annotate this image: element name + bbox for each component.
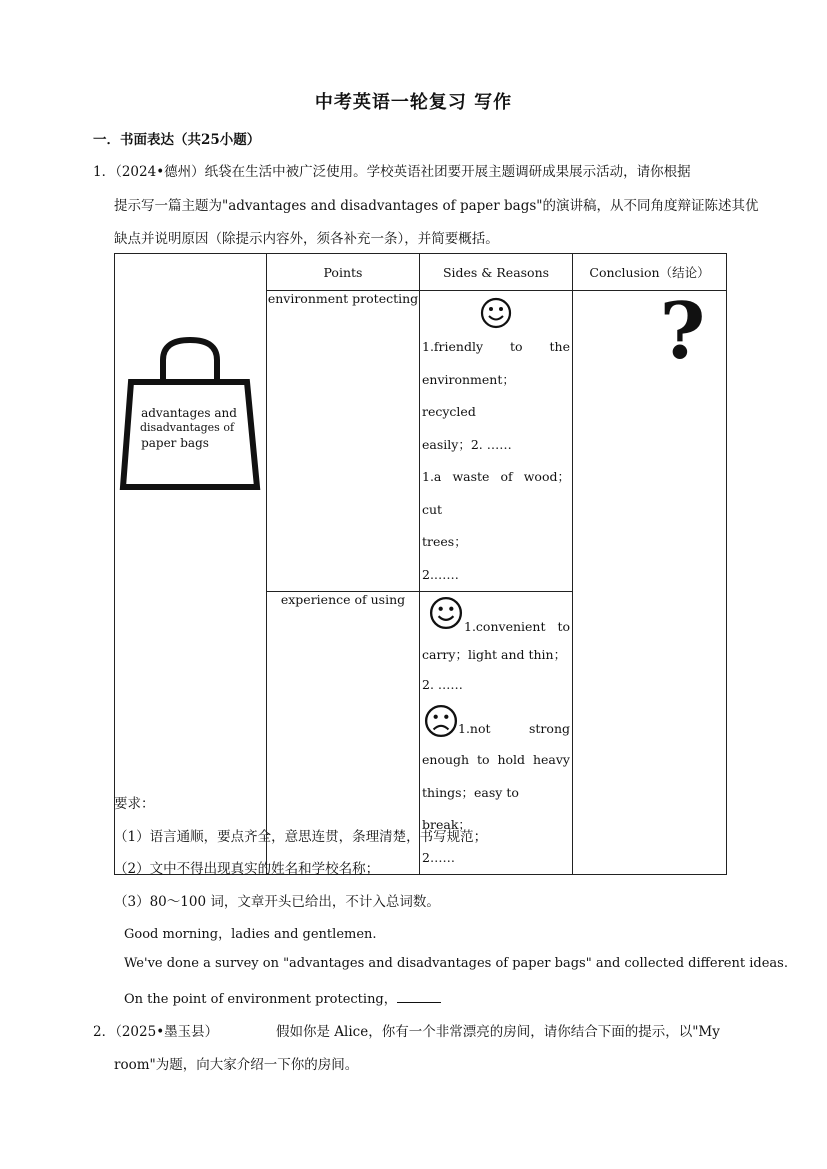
answer-blank[interactable] — [397, 990, 441, 1003]
bag-image-cell — [115, 254, 267, 875]
question-2-line-2: room"为题，向大家介绍一下你的房间。 — [114, 1057, 359, 1073]
essay-line-3-text: On the point of environment protecting， — [124, 992, 397, 1007]
reason-line: things；easy to break； — [422, 784, 519, 832]
requirement-item: （3）80～100 词，文章开头已给出，不计入总词数。 — [114, 894, 440, 910]
smiley-face-icon — [480, 297, 512, 329]
reason-line: 2…… — [422, 849, 455, 865]
reasons-environment-cell — [420, 291, 573, 592]
bag-label-line-2: disadvantages of — [139, 421, 235, 434]
reason-line: 1.a waste of wood； cut — [422, 469, 570, 517]
reason-line: easily；2. …… — [422, 436, 512, 452]
smiley-face-icon — [429, 596, 463, 630]
reason-line: environment； recycled — [422, 371, 515, 419]
question-1-line-1: 1．（2024•德州）纸袋在生活中被广泛使用。学校英语社团要开展主题调研成果展示活动，请你根据 — [93, 164, 691, 180]
reason-line: 1.convenient to — [464, 619, 570, 634]
question-2-source: 2．（2025•墨玉县） — [93, 1024, 219, 1040]
essay-line-3 — [124, 988, 441, 1007]
requirements-label: 要求： — [114, 796, 155, 812]
essay-line-1: Good morning，ladies and gentlemen. — [124, 927, 377, 942]
question-1-line-3: 缺点并说明原因（除提示内容外，须各补充一条），并简要概括。 — [114, 231, 499, 247]
point-experience: experience of using — [267, 592, 420, 875]
essay-line-2: We've done a survey on "advantages and disadvantages of paper bags" and collected different ideas. — [124, 956, 788, 971]
reason-line: 1.not strong — [458, 721, 570, 736]
reason-line: 1.friendly to the — [422, 339, 570, 354]
requirement-item: （1）语言通顺，要点齐全，意思连贯，条理清楚，书写规范； — [114, 829, 488, 845]
reason-line: 2. …… — [422, 677, 463, 692]
bag-label-line-3: paper bags — [141, 436, 209, 450]
question-2-line-1: 假如你是 Alice，你有一个非常漂亮的房间，请你结合下面的提示，以"My — [276, 1024, 720, 1040]
point-environment: environment protecting — [267, 291, 420, 592]
reason-line: trees； — [422, 534, 467, 549]
sad-face-icon — [424, 704, 458, 738]
bag-label-line-1: advantages and — [141, 406, 237, 420]
page-title: 中考英语一轮复习 写作 — [314, 92, 513, 113]
header-sides-reasons: Sides & Reasons — [420, 254, 573, 291]
header-points: Points — [267, 254, 420, 291]
paper-bag-icon — [115, 294, 265, 494]
reason-line: 2.…… — [422, 566, 459, 582]
section-heading: 一．书面表达（共25小题） — [93, 132, 261, 148]
question-1-line-2: 提示写一篇主题为"advantages and disadvantages of paper bags"的演讲稿，从不同角度辩证陈述其优 — [114, 198, 759, 214]
prompt-table — [114, 253, 727, 875]
requirement-item: （2）文中不得出现真实的姓名和学校名称； — [114, 861, 380, 877]
conclusion-cell — [573, 286, 727, 875]
reason-line: carry；light and thin； — [422, 647, 567, 662]
question-mark-icon: ? — [659, 286, 706, 377]
header-conclusion: Conclusion（结论） — [573, 254, 727, 291]
reason-line: enough to hold heavy — [422, 752, 570, 767]
